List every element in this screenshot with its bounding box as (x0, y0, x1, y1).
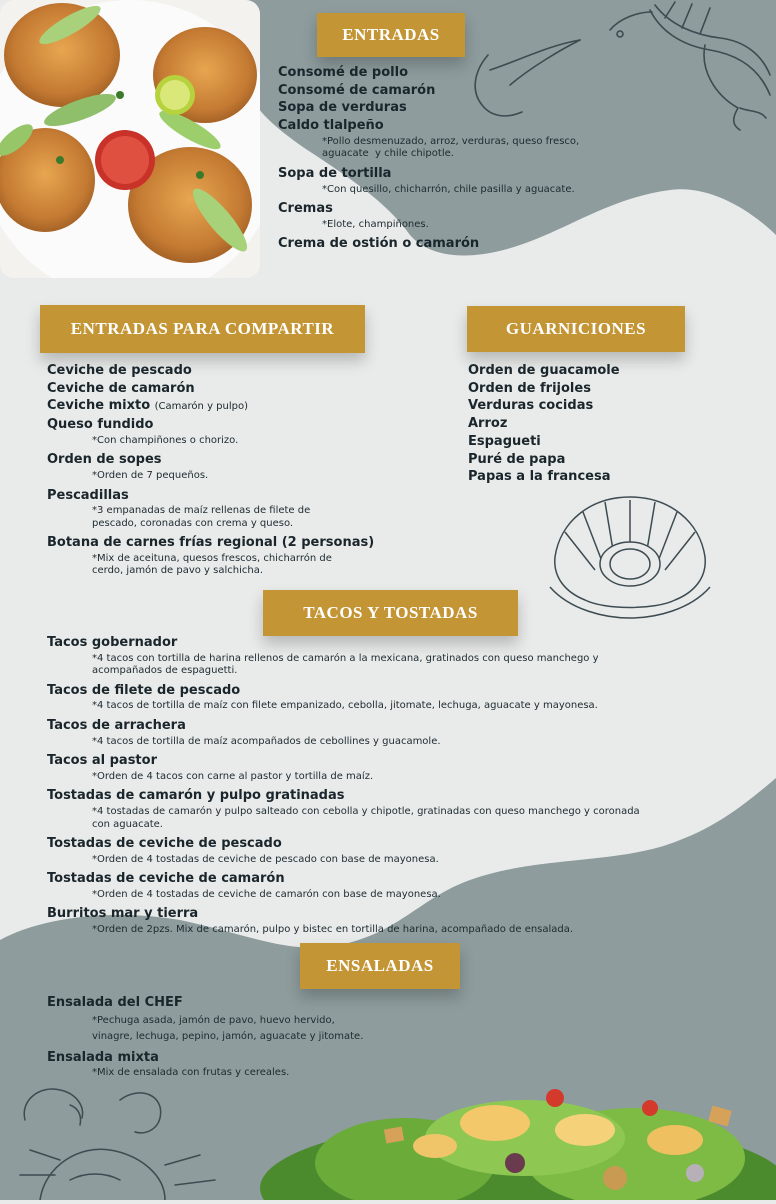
section-title-entradas-para-compartir: ENTRADAS PARA COMPARTIR (40, 305, 365, 353)
menu-item: Ceviche de pescado (47, 363, 192, 378)
menu-item: Tacos de filete de pescado (47, 682, 241, 698)
menu-item-note: *4 tacos con tortilla de harina rellenos de camarón a la mexicana, gratinados con queso manchego y acompañados de espaguetti. (92, 652, 599, 677)
menu-item-note: *Mix de aceituna, quesos frescos, chicharrón de cerdo, jamón de pavo y salchicha. (92, 552, 332, 577)
menu-item: Tostadas de ceviche de camarón (47, 871, 285, 887)
menu-item: Papas a la francesa (468, 469, 611, 485)
guarniciones-list (468, 362, 728, 486)
entradas-list (278, 64, 658, 253)
menu-item: Botana de carnes frías regional (2 personas) (47, 535, 375, 551)
menu-item: Tacos al pastor (47, 753, 157, 769)
section-title-tacos-y-tostadas: TACOS Y TOSTADAS (263, 590, 518, 636)
menu-item: Tostadas de camarón y pulpo gratinadas (47, 788, 345, 804)
menu-item: Pescadillas (47, 487, 129, 503)
menu-item: Sopa de verduras (278, 100, 407, 116)
menu-item: Consomé de camarón (278, 82, 436, 98)
menu-item-note: *Con quesillo, chicharrón, chile pasilla y aguacate. (322, 183, 575, 195)
menu-item: Orden de guacamole (468, 363, 620, 378)
tacos-list (47, 634, 697, 941)
menu-item-note: *Mix de ensalada con frutas y cereales. (92, 1067, 290, 1079)
section-title-ensaladas: ENSALADAS (300, 943, 460, 989)
crab-icon (0, 1080, 230, 1200)
menu-item: Burritos mar y tierra (47, 906, 199, 922)
menu-item: Crema de ostión o camarón (278, 236, 480, 252)
menu-item-note: *Pechuga asada, jamón de pavo, huevo hervido, vinagre, lechuga, pepino, jamón, aguacate y jitomate. (92, 1014, 364, 1042)
menu-item: Tostadas de ceviche de pescado (47, 836, 282, 852)
menu-item: Ensalada mixta (47, 1049, 159, 1065)
menu-item-note: *4 tacos de tortilla de maíz acompañados de cebollines y guacamole. (92, 735, 441, 747)
shell-icon (545, 492, 715, 622)
ensaladas-list (47, 994, 467, 1084)
salad-photo (255, 1068, 776, 1200)
menu-item-note: *Elote, champiñones. (322, 218, 429, 230)
menu-item-note: *Orden de 4 tostadas de ceviche de camarón con base de mayonesa. (92, 888, 441, 900)
section-title-guarniciones: GUARNICIONES (467, 306, 685, 352)
menu-item: Caldo tlalpeño (278, 118, 384, 134)
section-title-entradas: ENTRADAS (317, 13, 465, 57)
menu-item: Orden de frijoles (468, 380, 591, 396)
menu-item-note: *Orden de 4 tacos con carne al pastor y tortilla de maíz. (92, 770, 374, 782)
menu-item: Queso fundido (47, 417, 154, 433)
menu-item-note: *4 tacos de tortilla de maíz con filete empanizado, cebolla, jitomate, lechuga, aguacate y mayonesa. (92, 700, 598, 712)
menu-item: Cremas (278, 201, 333, 217)
menu-item: Tacos de arrachera (47, 717, 186, 733)
menu-item-inline-note: (Camarón y pulpo) (154, 401, 248, 413)
menu-item: Arroz (468, 416, 508, 432)
menu-item: Ensalada del CHEF (47, 995, 183, 1010)
menu-item-name: Ceviche mixto (47, 398, 151, 414)
menu-item: Ceviche de camarón (47, 380, 195, 396)
menu-item-note: *Pollo desmenuzado, arroz, verduras, queso fresco, aguacate y chile chipotle. (322, 135, 580, 160)
menu-item-note: *3 empanadas de maíz rellenas de filete de pescado, coronadas con crema y queso. (92, 505, 311, 529)
compartir-list (47, 362, 377, 582)
tostadas-photo (0, 0, 260, 278)
menu-item: Tacos gobernador (47, 635, 178, 650)
menu-item-note: *Orden de 2pzs. Mix de camarón, pulpo y bistec en tortilla de harina, acompañado de ensalada. (92, 924, 574, 936)
menu-item-note: *Orden de 7 pequeños. (92, 470, 209, 482)
menu-item: Espagueti (468, 433, 541, 449)
menu-item: Consomé de pollo (278, 65, 409, 80)
menu-item-note: *4 tostadas de camarón y pulpo salteado con cebolla y chipotle, gratinadas con queso manchego y coronada con aguacate. (92, 806, 640, 830)
menu-item: Orden de sopes (47, 452, 162, 468)
menu-item-note: *Orden de 4 tostadas de ceviche de pescado con base de mayonesa. (92, 853, 439, 865)
menu-item: Sopa de tortilla (278, 165, 392, 181)
menu-item (47, 397, 377, 416)
menu-item: Verduras cocidas (468, 398, 594, 414)
menu-item: Puré de papa (468, 451, 566, 467)
menu-item-note: *Con champiñones o chorizo. (92, 434, 239, 446)
